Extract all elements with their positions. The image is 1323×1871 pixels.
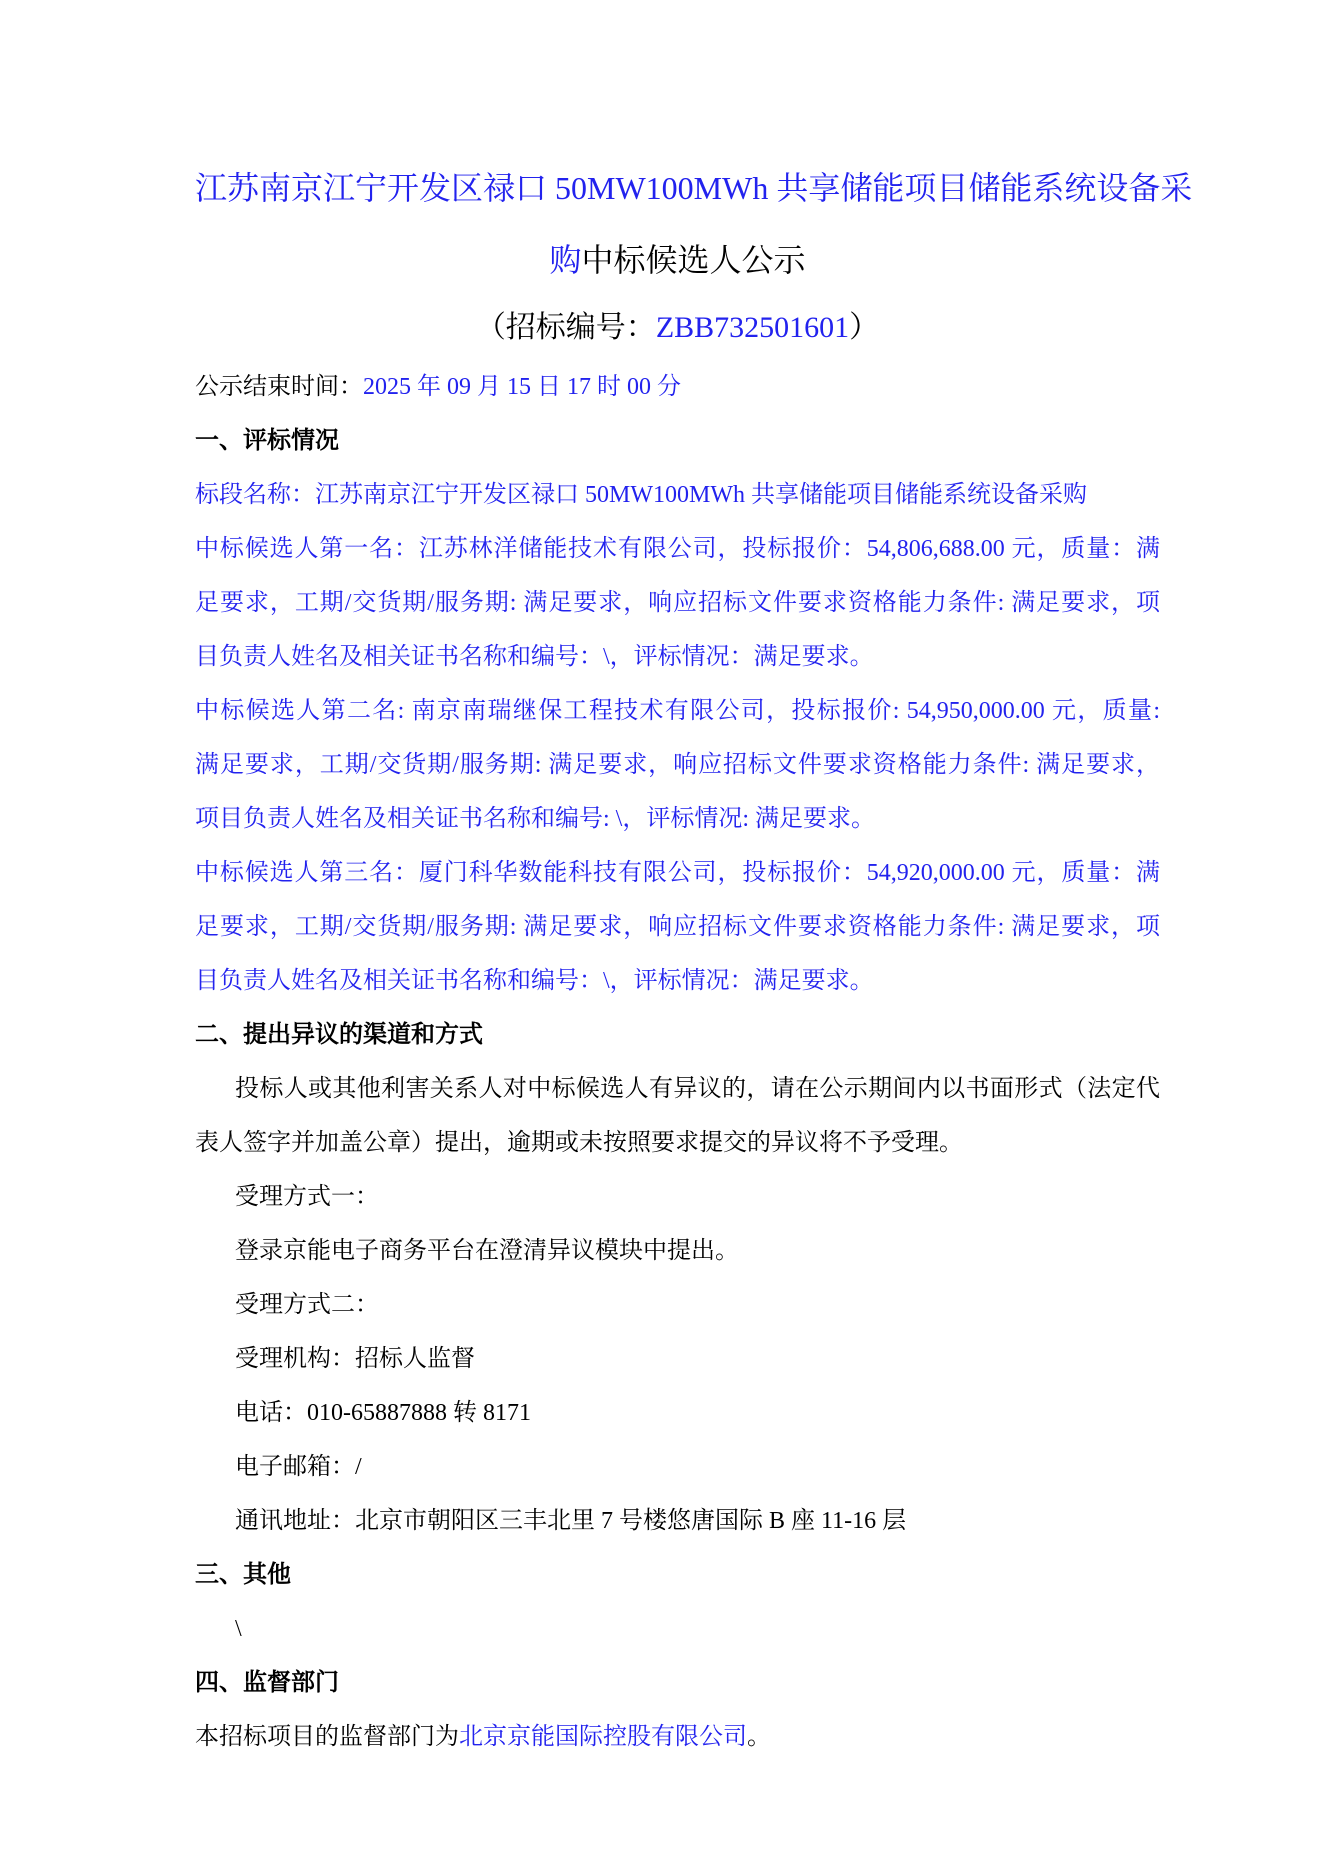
- page-title-line-2-blue-part: 购: [549, 242, 582, 278]
- candidate1-line-2: 足要求，工期/交货期/服务期: 满足要求，响应招标文件要求资格能力条件: 满足要求，项: [195, 590, 1160, 616]
- candidate1-line-1: 中标候选人第一名：江苏林洋储能技术有限公司，投标报价：54,806,688.00 元，质量：满: [195, 536, 1160, 562]
- candidate2-line-1: 中标候选人第二名: 南京南瑞继保工程技术有限公司，投标报价: 54,950,000.00 元，质量:: [195, 698, 1160, 724]
- deadline-line: [195, 360, 1160, 414]
- candidate3-line-3: 目负责人姓名及相关证书名称和编号：\，评标情况：满足要求。: [195, 968, 874, 994]
- page-title-line-1: 江苏南京江宁开发区禄口 50MW100MWh 共享储能项目储能系统设备采: [195, 170, 1193, 206]
- bid-number-line: [195, 296, 1160, 360]
- bid-number-suffix: ）: [849, 311, 880, 344]
- section4-heading: 四、监督部门: [195, 1669, 339, 1696]
- candidate3-line-2: 足要求，工期/交货期/服务期: 满足要求，响应招标文件要求资格能力条件: 满足要求，项: [195, 914, 1160, 940]
- deadline-label: 公示结束时间：: [195, 374, 363, 400]
- method2-label-line: 受理方式二：: [235, 1292, 379, 1318]
- phone-line: 电话：010-65887888 转 8171: [235, 1400, 531, 1426]
- bid-number-prefix: （招标编号：: [475, 311, 656, 344]
- page-title-line-2: [195, 224, 1160, 296]
- lot-name-line: 标段名称：江苏南京江宁开发区禄口 50MW100MWh 共享储能项目储能系统设备采购: [195, 482, 1087, 508]
- section1-heading: 一、评标情况: [195, 427, 339, 454]
- deadline-value: 2025 年 09 月 15 日 17 时 00 分: [363, 374, 681, 400]
- candidate1-line-3: 目负责人姓名及相关证书名称和编号：\，评标情况：满足要求。: [195, 644, 874, 670]
- objection-para-line-2: 表人签字并加盖公章）提出，逾期或未按照要求提交的异议将不予受理。: [195, 1130, 963, 1156]
- agency-line: 受理机构：招标人监督: [235, 1346, 475, 1372]
- candidate2-line-3: 项目负责人姓名及相关证书名称和编号: \，评标情况: 满足要求。: [195, 806, 876, 832]
- candidate2-line-2: 满足要求，工期/交货期/服务期: 满足要求，响应招标文件要求资格能力条件: 满足要求，: [195, 752, 1160, 778]
- supervisor-line: [195, 1710, 1160, 1764]
- section2-heading: 二、提出异议的渠道和方式: [195, 1021, 483, 1048]
- page-title-line-2-black-part: 中标候选人公示: [581, 242, 806, 278]
- address-line: 通讯地址：北京市朝阳区三丰北里 7 号楼悠唐国际 B 座 11-16 层: [235, 1508, 907, 1534]
- method1-text-line: 登录京能电子商务平台在澄清异议模块中提出。: [235, 1238, 739, 1264]
- method1-label-line: 受理方式一：: [235, 1184, 379, 1210]
- supervisor-suffix: 。: [747, 1724, 771, 1750]
- section3-heading: 三、其他: [195, 1561, 291, 1588]
- objection-para-line-1: 投标人或其他利害关系人对中标候选人有异议的，请在公示期间内以书面形式（法定代: [235, 1076, 1160, 1102]
- supervisor-prefix: 本招标项目的监督部门为: [195, 1724, 459, 1750]
- candidate3-line-1: 中标候选人第三名：厦门科华数能科技有限公司，投标报价：54,920,000.00 元，质量：满: [195, 860, 1160, 886]
- bid-number-value: ZBB732501601: [655, 311, 850, 344]
- section3-content-line: \: [235, 1616, 242, 1642]
- supervisor-name: 北京京能国际控股有限公司: [459, 1724, 747, 1750]
- email-line: 电子邮箱：/: [235, 1454, 362, 1480]
